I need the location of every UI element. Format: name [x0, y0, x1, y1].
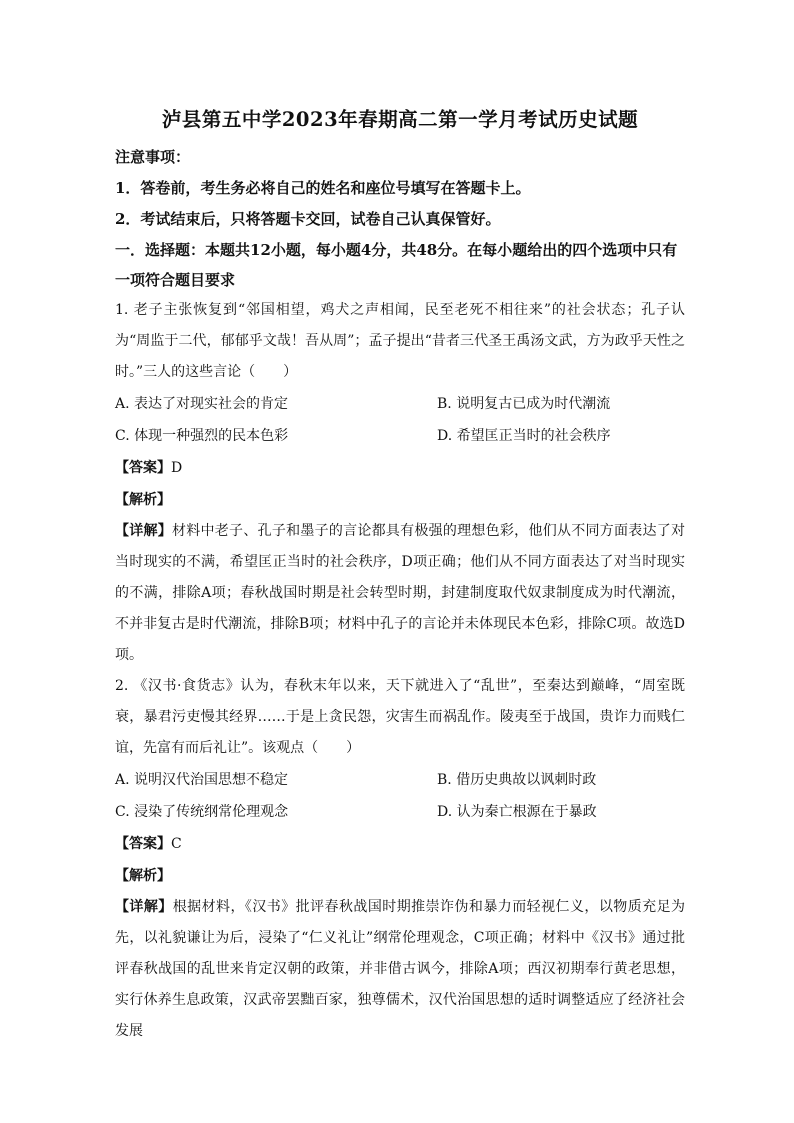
detail-label: 【详解】 [115, 899, 173, 915]
detail-paragraph [115, 892, 685, 1047]
question-stem: 1. 老子主张恢复到“邻国相望，鸡犬之声相闻，民至老死不相往来”的社会状态；孔子认为“周监于二代，郁郁乎文哉！吾从周”；孟子提出“昔者三代圣王禹汤文武，方为政乎天性之时。”三人的这些言论（ ） [115, 302, 685, 380]
option-d: D. 认为秦亡根源在于暴政 [437, 804, 597, 820]
detail-paragraph [115, 516, 685, 671]
analysis-line [115, 860, 685, 892]
answer-value: D [171, 460, 183, 476]
option-b: B. 借历史典故以讽刺时政 [437, 772, 597, 788]
page-title: 泸县第五中学2023年春期高二第一学月考试历史试题 [161, 108, 639, 131]
options-grid [115, 388, 685, 452]
analysis-label: 【解析】 [115, 492, 171, 508]
answer-value: C [171, 836, 182, 852]
option-d: D. 希望匡正当时的社会秩序 [437, 428, 611, 444]
answer-label: 【答案】 [115, 460, 171, 476]
notice-heading: 注意事项： [115, 148, 191, 166]
notice-item-2: 2．考试结束后，只将答题卡交回，试卷自己认真保管好。 [115, 210, 501, 228]
detail-text: 根据材料，《汉书》批评春秋战国时期推崇诈伪和暴力而轻视仁义，以物质充足为先，以礼貌谦让为后，浸染了“仁义礼让”纲常伦理观念，C项正确；材料中《汉书》通过批评春秋战国的乱世来肯定汉朝的政策，并非借古讽今，排除A项；西汉初期奉行黄老思想，实行休养生息政策，汉武帝罢黜百家，独尊儒术，汉代治国思想的适时调整适应了经济社会发展 [115, 899, 686, 1039]
exam-page [115, 100, 685, 1047]
detail-label: 【详解】 [115, 523, 173, 539]
detail-text: 材料中老子、孔子和墨子的言论都具有极强的理想色彩，他们从不同方面表达了对当时现实的不满，希望匡正当时的社会秩序，D项正确；他们从不同方面表达了对当时现实的不满，排除A项；春秋战国时期是社会转型时期，封建制度取代奴隶制度成为时代潮流，不并非复古是时代潮流，排除B项；材料中孔子的言论并未体现民本色彩，排除C项。故选D项。 [115, 523, 686, 663]
analysis-label: 【解析】 [115, 868, 171, 884]
options-grid [115, 764, 685, 828]
option-c: C. 浸染了传统纲常伦理观念 [115, 804, 289, 820]
answer-label: 【答案】 [115, 836, 171, 852]
question-1 [115, 295, 685, 671]
notice-item-1: 1．答卷前，考生务必将自己的姓名和座位号填写在答题卡上。 [115, 179, 531, 197]
answer-line [115, 828, 685, 860]
question-stem: 2. 《汉书·食货志》认为，春秋末年以来，天下就进入了“乱世”，至秦达到巅峰，“周室既衰，暴君污吏慢其经界……于是上贪民怨，灾害生而祸乱作。陵夷至于战国，贵诈力而贱仁谊，先富有而后礼让”。该观点（ ） [115, 678, 685, 756]
answer-line [115, 452, 685, 484]
option-c: C. 体现一种强烈的民本色彩 [115, 428, 289, 444]
option-a: A. 表达了对现实社会的肯定 [115, 396, 289, 412]
analysis-line [115, 484, 685, 516]
option-b: B. 说明复古已成为时代潮流 [437, 396, 611, 412]
question-2 [115, 671, 685, 1047]
option-a: A. 说明汉代治国思想不稳定 [115, 772, 289, 788]
section-heading: 一．选择题：本题共12小题，每小题4分，共48分。在每小题给出的四个选项中只有一项符合题目要求 [115, 241, 678, 289]
